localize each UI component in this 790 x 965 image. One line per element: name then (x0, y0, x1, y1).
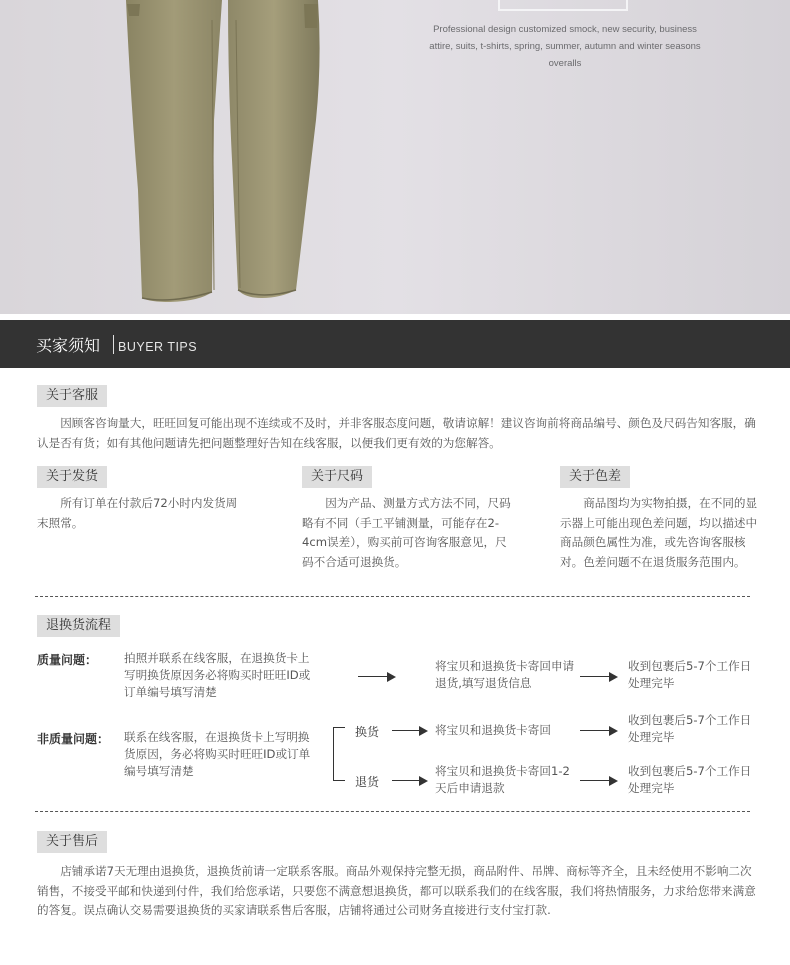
sizing-text: 因为产品、测量方式方法不同，尺码略有不同（手工平铺测量，可能存在2-4cm误差），购买前可咨询客服意见，尺码不合适可退换货。 (302, 496, 511, 569)
after-sales-text: 店铺承诺7天无理由退换货，退换货前请一定联系客服。商品外观保持完整无损，商品附件、吊牌、商标等齐全，且未经使用不影响二次销售，不接受平邮和快递到付件，我们给您承诺，只要您不满意想退换货，都可以联系我们的在线客服，我们将热情服务，力求给您带来满意的答复。误点确认交易需要退换货的买家请联系售后客服，店铺将通过公司财务直接进行支付宝打款. (37, 864, 756, 917)
refund-arrow-2 (580, 776, 618, 786)
shipping-text: 所有订单在付款后72小时内发货周末照常。 (37, 496, 238, 530)
shipping-tag: 关于发货 (37, 466, 107, 488)
banner-divider (113, 335, 114, 354)
photo-caption: Professional design customized smock, new security, business attire, suits, t-shirts, spring, summer, autumn and winter seasons overalls (429, 24, 701, 69)
quality-step2: 将宝贝和退换货卡寄回申请退货,填写退货信息 (435, 659, 575, 690)
refund-arrow-1 (392, 776, 428, 786)
color-text: 商品图均为实物拍摄，在不同的显示器上可能出现色差问题，均以描述中商品颜色属性为准，或先咨询客服核对。色差问题不在退货服务范围内。 (560, 496, 758, 569)
exchange-label: 换货 (355, 725, 380, 739)
divider-2 (35, 811, 750, 812)
refund-label: 退货 (355, 775, 380, 789)
quality-arrow-2 (580, 672, 618, 682)
color-tag: 关于色差 (560, 466, 630, 488)
quality-step3: 收到包裹后5-7个工作日处理完毕 (628, 659, 752, 690)
banner-title-cn: 买家须知 (36, 336, 101, 355)
product-photo (0, 0, 790, 314)
refund-step3: 收到包裹后5-7个工作日处理完毕 (628, 764, 752, 795)
exchange-step3: 收到包裹后5-7个工作日处理完毕 (628, 713, 752, 744)
buyer-tips-banner (0, 320, 790, 368)
quality-arrow-1 (358, 672, 396, 682)
photo-frame-decoration (498, 0, 628, 11)
exchange-step2: 将宝贝和退换货卡寄回 (435, 723, 551, 737)
return-flow-tag: 退换货流程 (37, 615, 120, 637)
quality-issue-label: 质量问题： (37, 653, 98, 667)
exchange-arrow-2 (580, 726, 618, 736)
divider-1 (35, 596, 750, 597)
non-quality-step1: 联系在线客服，在退换货卡上写明换货原因，务必将购买时旺旺ID或订单编号填写清楚 (124, 730, 311, 778)
exchange-arrow-1 (392, 726, 428, 736)
flow-bracket (333, 727, 345, 781)
refund-step2: 将宝贝和退换货卡寄回1-2天后申请退款 (435, 764, 570, 795)
quality-step1: 拍照并联系在线客服，在退换货卡上写明换货原因务必将购买时旺旺ID或订单编号填写清楚 (124, 651, 311, 699)
customer-service-text: 因顾客咨询量大，旺旺回复可能出现不连续或不及时，并非客服态度问题，敬请谅解！建议咨询前将商品编号、颜色及尺码告知客服，确认是否有货；如有其他问题请先把问题整理好告知在线客服，以便我们更有效的为您解答。 (37, 416, 756, 450)
after-sales-tag: 关于售后 (37, 831, 107, 853)
customer-service-tag: 关于客服 (37, 385, 107, 407)
sizing-tag: 关于尺码 (302, 466, 372, 488)
non-quality-issue-label: 非质量问题： (37, 732, 110, 746)
banner-title-en: BUYER TIPS (118, 340, 198, 354)
